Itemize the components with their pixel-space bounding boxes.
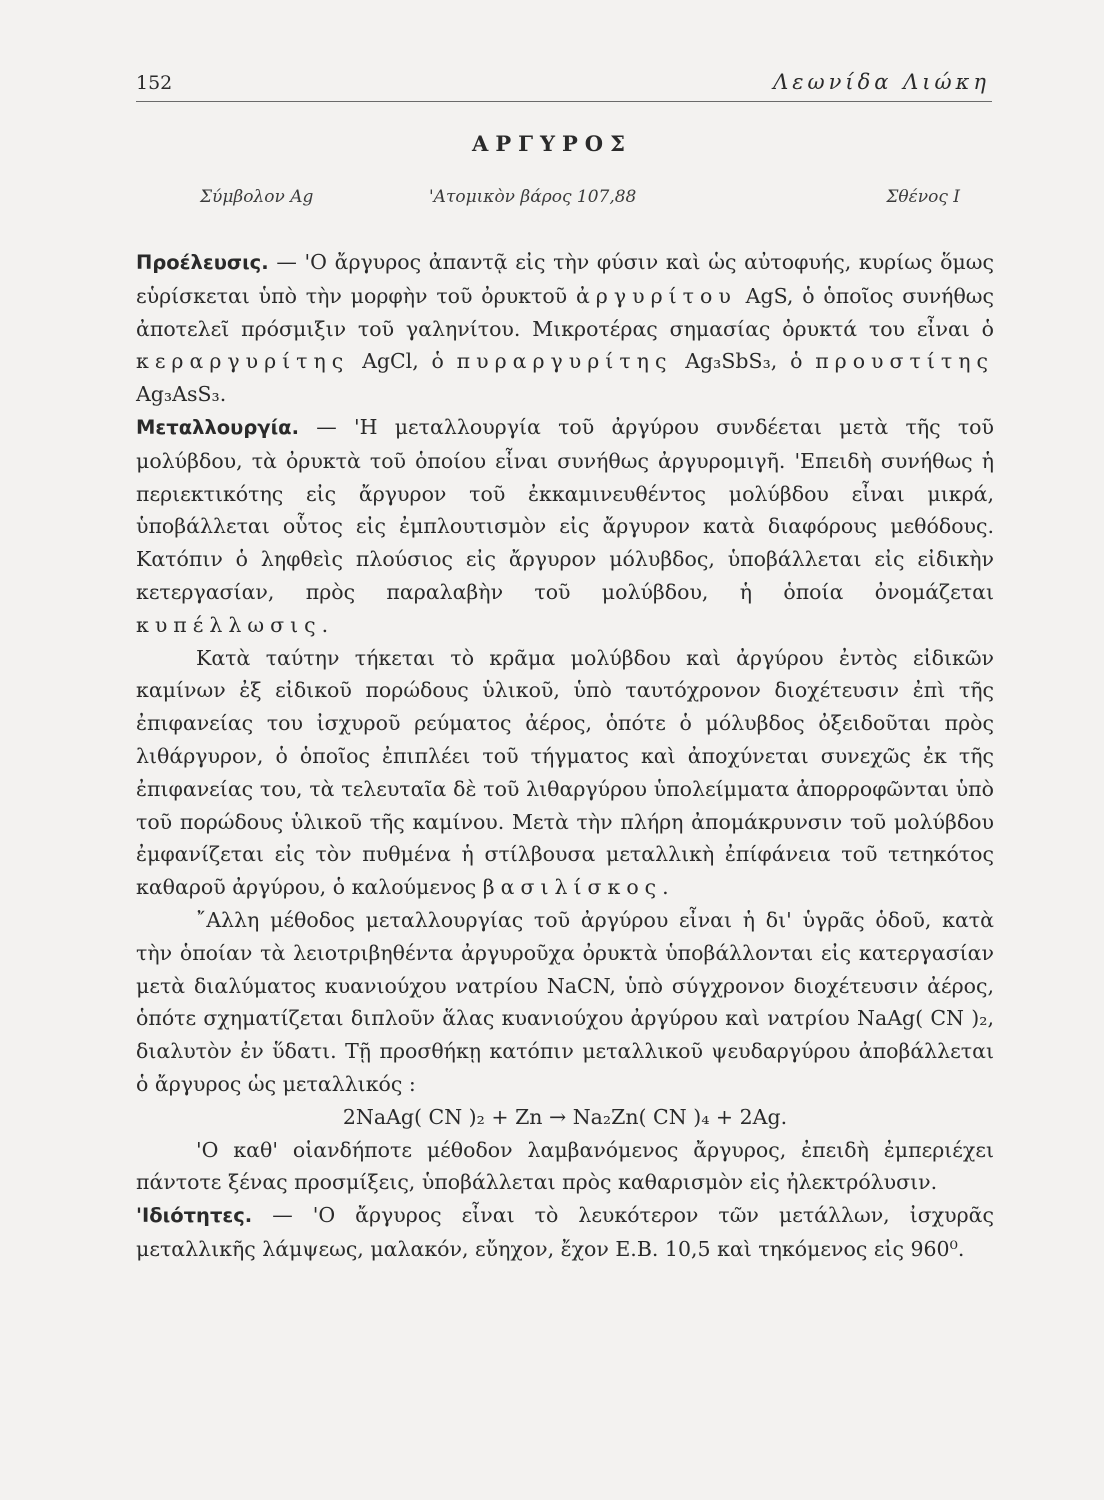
page-title: ΑΡΓΥΡΟΣ	[472, 131, 632, 156]
paragraph-origin	[136, 246, 994, 411]
text: Ag₃AsS₃.	[136, 382, 227, 407]
atomic-weight: 'Ατομικὸν βάρος 107,88	[429, 187, 637, 207]
body-text	[136, 246, 994, 1266]
text: — 'Η μεταλλουργία τοῦ ἀργύρου συνδέεται μετὰ τῆς τοῦ μολύβδου, τὰ ὀρυκτὰ τοῦ ὁποίου εἶναι συνήθως ἀργυρομιγῆ. 'Επειδὴ συνήθως ἡ περιεκτικότης εἰς ἄργυρον τοῦ ἐκκαμινευθέντος μολύβδου εἶναι μικρά, ὑποβάλλεται οὗτος εἰς ἐμπλουτισμὸν εἰς ἄργυρον κατὰ διαφόρους μεθόδους. Κατόπιν ὁ ληφθεὶς πλούσιος εἰς ἄργυρον μόλυβδος, ὑποβάλλεται εἰς εἰδικὴν κετεργασίαν, πρὸς παραλαβὴν τοῦ μολύβδου, ἡ ὁποία ὀνομάζεται	[136, 414, 994, 604]
text: .	[321, 612, 329, 637]
page-number: 152	[136, 72, 173, 94]
chemical-equation: 2NaAg( CN )₂ + Zn → Na₂Zn( CN )₄ + 2Ag.	[342, 1104, 788, 1129]
spaced-term: προυστίτης	[815, 349, 994, 374]
page-header	[136, 66, 992, 100]
text: — 'Ο ἄργυρος ἀπαντᾷ εἰς τὴν φύσιν καὶ ὡς αὐτοφυής, κυρίως ὅμως εὑρίσκεται ὑπὸ τὴν μορφὴν τοῦ ὀρυκτοῦ	[136, 250, 994, 308]
paragraph-metallurgy	[136, 411, 994, 642]
paragraph-properties	[136, 1199, 994, 1266]
spaced-term: κυπέλλωσις	[136, 612, 322, 637]
text: AgCl, ὁ	[349, 349, 457, 374]
header-rule	[136, 101, 992, 102]
element-info	[200, 187, 960, 215]
text: Ag₃SbS₃, ὁ	[672, 349, 816, 374]
heading-properties: 'Ιδιότητες.	[136, 1204, 253, 1228]
heading-metallurgy: Μεταλλουργία.	[136, 415, 299, 439]
text: Κατὰ ταύτην τήκεται τὸ κρᾶμα μολύβδου καὶ ἀργύρου ἐντὸς εἰδικῶν καμίνων ἐξ εἰδικοῦ πορώδους ὑλικοῦ, ὑπὸ ταυτόχρονον διοχέτευσιν ἐπὶ τῆς ἐπιφανείας του ἰσχυροῦ ρεύματος ἀέρος, ὁπότε ὁ μόλυβδος ὀξειδοῦται πρὸς λιθάργυρον, ὁ ὁποῖος ἐπιπλέει τοῦ τήγματος καὶ ἀποχύνεται συνεχῶς ἐκ τῆς ἐπιφανείας του, τὰ τελευταῖα δὲ τοῦ λιθαργύρου ὑπολείμματα ἀπορροφῶνται ὑπὸ τοῦ πορώδους ὑλικοῦ τῆς καμίνου. Μετὰ τὴν πλήρη ἀπομάκρυνσιν τοῦ μολύβδου ἐμφανίζεται εἰς τὸν πυθμένα ἡ στίλβουσα μεταλλικὴ ἐπίφάνεια τοῦ τετηκότος καθαροῦ ἀργύρου, ὁ καλούμενος	[136, 645, 994, 900]
valence: Σθένος I	[886, 187, 960, 207]
spaced-term: βασιλίσκος	[482, 875, 663, 900]
paragraph-refining: 'Ο καθ' οἱανδήποτε μέθοδον λαμβανόμενος ἄργυρος, ἐπειδὴ ἐμπεριέχει πάντοτε ξένας προσμίξεις, ὑποβάλλεται πρὸς καθαρισμὸν εἰς ἠλεκτρόλυσιν.	[136, 1137, 994, 1195]
spaced-term: πυραργυρίτης	[456, 349, 673, 374]
element-symbol: Σύμβολον Ag	[200, 187, 314, 207]
text: — 'Ο ἄργυρος εἶναι τὸ λευκότερον τῶν μετάλλων, ἰσχυρᾶς μεταλλικῆς λάμψεως, μαλακόν, εὔηχον, ἔχον Ε.Β. 10,5 καὶ τηκόμενος εἰς 960⁰.	[136, 1203, 994, 1261]
paragraph-wet-method: ῎Αλλη μέθοδος μεταλλουργίας τοῦ ἀργύρου εἶναι ἡ δι' ὑγρᾶς ὁδοῦ, κατὰ τὴν ὁποίαν τὰ λειοτριβηθέντα ἀργυροῦχα ὀρυκτὰ ὑποβάλλονται εἰς κατεργασίαν μετὰ διαλύματος κυανιούχου νατρίου NaCN, ὑπὸ σύγχρονον διοχέτευσιν ἀέρος, ὁπότε σχηματίζεται διπλοῦν ἅλας κυανιούχου ἀργύρου καὶ νατρίου NaAg( CN )₂, διαλυτὸν ἐν ὕδατι. Τῇ προσθήκῃ κατόπιν μεταλλικοῦ ψευδαργύρου ἀποβάλλεται ὁ ἄργυρος ὡς μεταλλικός :	[136, 907, 994, 1096]
text: .	[662, 875, 669, 900]
running-title: Λεωνίδα Λιώκη	[773, 70, 990, 94]
heading-origin: Προέλευσις.	[136, 251, 269, 274]
spaced-term: κεραργυρίτης	[136, 349, 350, 374]
paragraph-cupellation	[136, 642, 994, 904]
spaced-term: ἀργυρίτου	[575, 283, 737, 308]
text: AgS, ὁ ὁποῖος συνήθως ἀποτελεῖ πρόσμιξιν τοῦ γαληνίτου. Μικροτέρας σημασίας ὀρυκτά του εἶναι ὁ	[136, 283, 994, 341]
